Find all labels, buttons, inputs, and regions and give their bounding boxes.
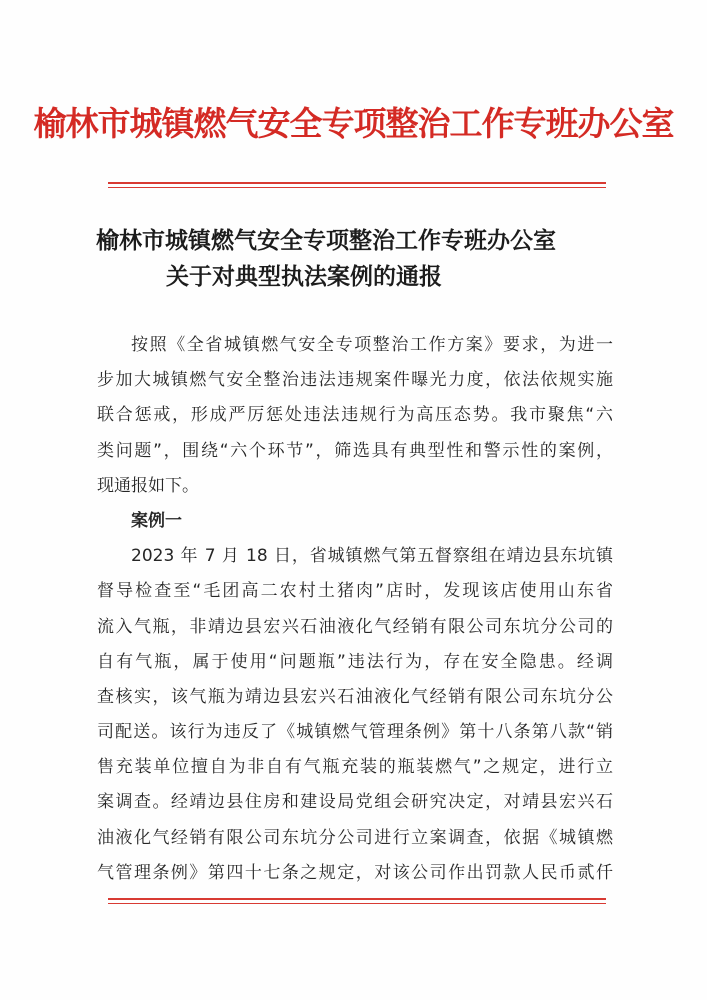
case-1-heading: 案例一 bbox=[131, 510, 182, 531]
intro-line: 联合惩戒，形成严厉惩处违法违规行为高压态势。我市聚焦“六 bbox=[97, 405, 613, 426]
case-1-line: 自有气瓶，属于使用“问题瓶”违法行为，存在安全隐患。经调 bbox=[97, 651, 613, 672]
document-body bbox=[97, 328, 613, 891]
intro-line: 类问题”，围绕“六个环节”，筛选具有典型性和警示性的案例， bbox=[97, 440, 613, 461]
case-1-line: 流入气瓶，非靖边县宏兴石油液化气经销有限公司东坑分公司的 bbox=[97, 616, 613, 637]
intro-line: 步加大城镇燃气安全整治违法违规案件曝光力度，依法依规实施 bbox=[97, 370, 613, 391]
case-1-line: 案调查。经靖边县住房和建设局党组会研究决定，对靖县宏兴石 bbox=[97, 792, 613, 813]
case-1-line: 督导检查至“毛团高二农村土猪肉”店时，发现该店使用山东省 bbox=[97, 581, 613, 602]
case-1-line: 售充装单位擅自为非自有气瓶充装的瓶装燃气”之规定，进行立 bbox=[97, 757, 613, 778]
intro-line: 现通报如下。 bbox=[97, 475, 199, 496]
intro-line: 按照《全省城镇燃气安全专项整治工作方案》要求，为进一 bbox=[131, 335, 613, 355]
case-1-line: 2023 年 7 月 18 日，省城镇燃气第五督察组在靖边县东坑镇 bbox=[131, 546, 613, 567]
letterhead-org-name: 榆林市城镇燃气安全专项整治工作专班办公室 bbox=[33, 104, 674, 143]
footer-rule-thin bbox=[108, 903, 606, 904]
case-1-line: 查核实，该气瓶为靖边县宏兴石油液化气经销有限公司东坑分公 bbox=[97, 686, 613, 707]
document-title-line-2: 关于对典型执法案例的通报 bbox=[166, 263, 442, 290]
letterhead-rule-thin bbox=[108, 187, 606, 188]
case-1-line: 司配送。该行为违反了《城镇燃气管理条例》第十八条第八款“销 bbox=[97, 722, 613, 743]
case-1-line: 油液化气经销有限公司东坑分公司进行立案调查，依据《城镇燃 bbox=[97, 827, 613, 848]
document-title-line-1: 榆林市城镇燃气安全专项整治工作专班办公室 bbox=[96, 227, 556, 254]
case-1-line: 气管理条例》第四十七条之规定，对该公司作出罚款人民币贰仟 bbox=[97, 862, 613, 883]
footer-rule-thick bbox=[108, 898, 606, 900]
letterhead-rule-thick bbox=[108, 182, 606, 184]
